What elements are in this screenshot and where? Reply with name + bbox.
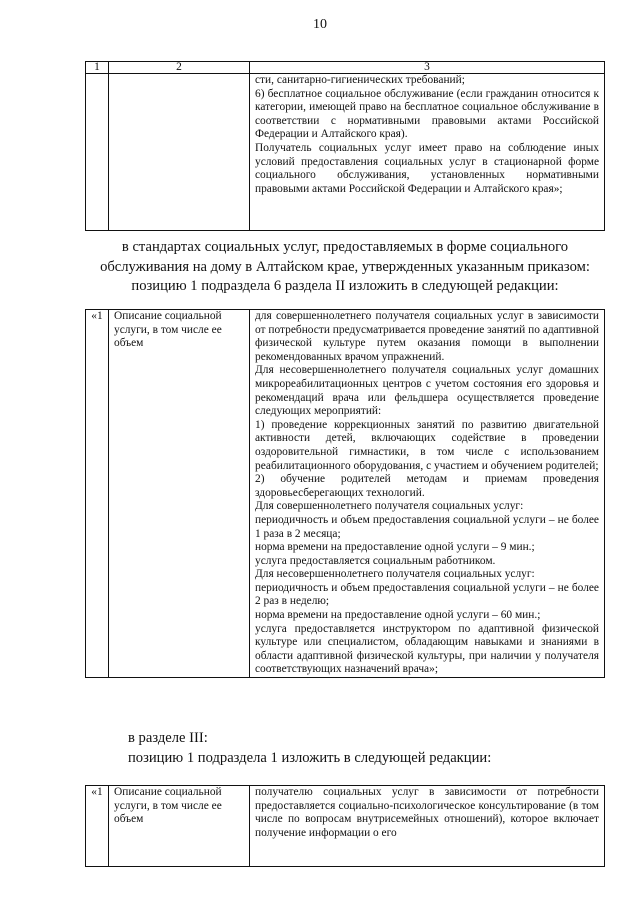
cell-col-3 [250,786,605,867]
table-continuation [85,61,605,231]
cell-paragraph: Описание социальной услуги, в том числе ее объем [114,786,222,826]
cell-paragraph: получателю социальных услуг в зависимости от потребности предоставляется социально-психологическое консультирование (в том числе по вопросам внутрисемейных отношений), которое включает получение информации о его [255,786,599,839]
cell-paragraph: норма времени на предоставление одной услуги – 60 мин.; [255,609,541,622]
header-col-3: 3 [250,62,605,74]
cell-paragraph: 1) проведение коррекционных занятий по развитию двигательной активности детей, включающих содействие в проведении оздоровительной гимнастики, в том числе с использованием реабилитационного оборудования, с участием и обучением родителей; [255,418,599,472]
cell-paragraph: Для несовершеннолетнего получателя социальных услуг домашних микрореабилитационных центров с учетом состояния его здоровья и рекомендаций врача или фельдшера осуществляется проведение следующих мероприятий: [255,364,599,418]
cell-paragraph: Для несовершеннолетнего получателя социальных услуг: [255,568,535,581]
cell-col-2 [109,74,250,231]
table-row [86,74,605,231]
header-col-2: 2 [109,62,250,74]
table-row [86,310,605,678]
table-position-1-subsection-6 [85,309,605,678]
cell-paragraph: для совершеннолетнего получателя социальных услуг в зависимости от потребности предусматривается проведение занятий по адаптивной физической культуре путем оказания помощи в выполнении рекомендованных врачом упражнений. [255,310,599,363]
cell-paragraph: услуга предоставляется социальным работником. [255,554,496,567]
cell-paragraph: периодичность и объем предоставления социальной услуги – не более 1 раза в 2 месяца; [255,513,599,540]
cell-col-3 [250,310,605,678]
cell-col-2 [109,786,250,867]
header-col-1: 1 [86,62,109,74]
cell-paragraph: Для совершеннолетнего получателя социальных услуг: [255,500,524,513]
cell-paragraph: Описание социальной услуги, в том числе ее объем [114,310,222,350]
table-row [86,786,605,867]
cell-paragraph: сти, санитарно-гигиенических требований; [255,74,465,86]
cell-paragraph: Получатель социальных услуг имеет право на соблюдение иных условий предоставления социальных услуг в стационарной форме социального обслуживания, установленных нормативными правовыми актами Российской Федерации и Алтайского края»; [255,141,599,195]
cell-col-2 [109,310,250,678]
table-position-1-subsection-1 [85,785,605,867]
body-paragraph-instruction-2: позицию 1 подраздела 1 изложить в следующей редакции: [128,750,492,766]
cell-paragraph: периодичность и объем предоставления социальной услуги – не более 2 раз в неделю; [255,581,599,608]
page-bottom-margin [0,876,640,910]
cell-col-3 [250,74,605,231]
cell-paragraph: норма времени на предоставление одной услуги – 9 мин.; [255,541,535,554]
cell-col-1: «1 [86,310,109,678]
body-paragraph-standards: в стандартах социальных услуг, предоставляемых в форме социального обслуживания на дому в Алтайском крае, утвержденных указанным приказом: [100,239,590,275]
cell-paragraph: 2) обучение родителей методам и приемам проведения здоровьесберегающих технологий. [255,473,599,499]
cell-paragraph: услуга предоставляется инструктором по адаптивной физической культуре или специалистом, обладающим навыками и знаниями в области адаптивной физической культуры, при наличии у получателя соответствующих назначений врача»; [255,622,599,676]
cell-paragraph: 6) бесплатное социальное обслуживание (если гражданин относится к категории, имеющей право на бесплатное социальное обслуживание в соответствии с нормативными правовыми актами Российской Федерации и Алтайского края). [255,87,599,141]
cell-col-1: «1 [86,786,109,867]
page-number: 10 [313,17,327,32]
body-paragraph-instruction: позицию 1 подраздела 6 раздела II изложить в следующей редакции: [131,278,559,294]
table-header-row [86,62,605,74]
body-paragraph-section-3: в разделе III: [128,730,208,746]
cell-col-1 [86,74,109,231]
